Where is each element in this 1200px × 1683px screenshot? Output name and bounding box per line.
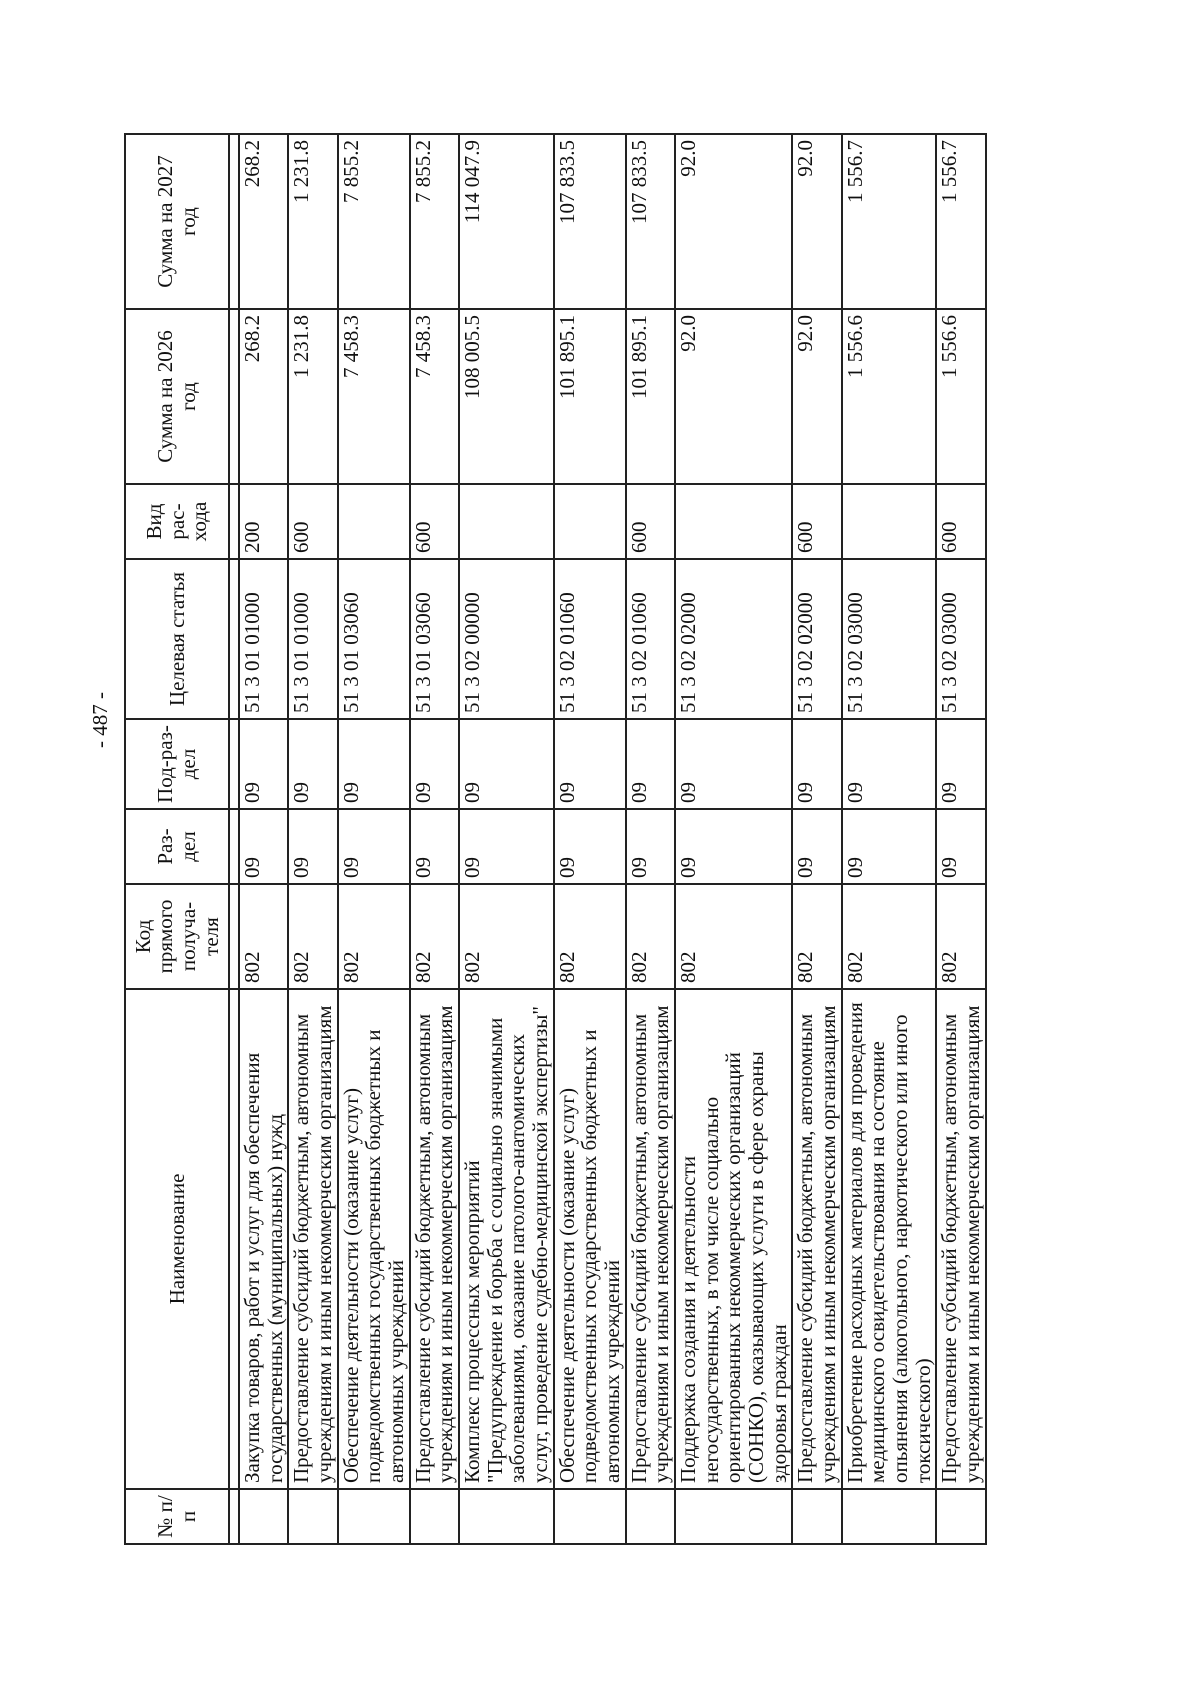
cell-podrazdel: 09 <box>626 719 675 809</box>
cell-sum2027: 92.0 <box>675 134 792 309</box>
cell-podrazdel: 09 <box>792 719 841 809</box>
cell-sum2027: 1 556.7 <box>842 134 937 309</box>
header-sum2027: Сумма на 2027 год <box>125 134 229 309</box>
cell-name: Закупка товаров, работ и услуг для обеспечения государственных (муниципальных) нужд <box>239 989 288 1489</box>
cell-sum2027: 7 855.2 <box>338 134 410 309</box>
header-podrazdel: Под-раз-дел <box>125 719 229 809</box>
cell-name: Комплекс процессных мероприятий "Предупреждение и борьба с социально значимыми заболеваниями, оказание патолого-анатомических услуг, проведение судебно-медицинской экспертизы" <box>459 989 554 1489</box>
cell-sum2027: 7 855.2 <box>410 134 459 309</box>
cell-sum2026: 7 458.3 <box>338 309 410 484</box>
cell-sum2026: 7 458.3 <box>410 309 459 484</box>
cell-name: Поддержка создания и деятельности негосударственных, в том числе социально ориентированных некоммерческих организаций (СОНКО), оказывающих услуги в сфере охраны здоровья граждан <box>675 989 792 1489</box>
cell-razdel: 09 <box>288 809 337 884</box>
cell-podrazdel: 09 <box>239 719 288 809</box>
cell-podrazdel: 09 <box>288 719 337 809</box>
cell-podrazdel: 09 <box>338 719 410 809</box>
cell-celevaya: 51 3 01 01000 <box>239 559 288 719</box>
cell-celevaya: 51 3 02 01060 <box>554 559 626 719</box>
cell-name: Приобретение расходных материалов для проведения медицинского освидетельствования на состояние опьянения (алкогольного, наркотического или иного токсического) <box>842 989 937 1489</box>
cell-name: Предоставление субсидий бюджетным, автономным учреждениям и иным некоммерческим организациям <box>410 989 459 1489</box>
cell-sum2027: 268.2 <box>239 134 288 309</box>
cell-razdel: 09 <box>936 809 985 884</box>
cell-vid: 600 <box>410 484 459 559</box>
header-code: Код прямого получа-теля <box>125 884 229 989</box>
header-name: Наименование <box>125 989 229 1489</box>
cell-code: 802 <box>338 884 410 989</box>
cell-name: Предоставление субсидий бюджетным, автономным учреждениям и иным некоммерческим организациям <box>288 989 337 1489</box>
cell-podrazdel: 09 <box>459 719 554 809</box>
cell-name: Предоставление субсидий бюджетным, автономным учреждениям и иным некоммерческим организациям <box>792 989 841 1489</box>
cell-vid: 200 <box>239 484 288 559</box>
cell-vid: 600 <box>936 484 985 559</box>
cell-celevaya: 51 3 01 01000 <box>288 559 337 719</box>
cell-podrazdel: 09 <box>936 719 985 809</box>
page-number: - 487 - <box>88 692 112 748</box>
cell-vid <box>842 484 937 559</box>
cell-razdel: 09 <box>554 809 626 884</box>
table-row <box>410 134 459 1544</box>
cell-no <box>842 1489 937 1544</box>
cell-sum2026: 92.0 <box>792 309 841 484</box>
cell-code: 802 <box>936 884 985 989</box>
cell-celevaya: 51 3 02 03000 <box>936 559 985 719</box>
cell-code: 802 <box>239 884 288 989</box>
table-header-row <box>125 134 229 1544</box>
cell-no <box>410 1489 459 1544</box>
cell-no <box>936 1489 985 1544</box>
cell-sum2026: 101 895.1 <box>626 309 675 484</box>
cell-sum2027: 92.0 <box>792 134 841 309</box>
cell-no <box>792 1489 841 1544</box>
cell-name: Предоставление субсидий бюджетным, автономным учреждениям и иным некоммерческим организациям <box>936 989 985 1489</box>
cell-razdel: 09 <box>792 809 841 884</box>
cell-celevaya: 51 3 02 01060 <box>626 559 675 719</box>
cell-code: 802 <box>554 884 626 989</box>
cell-no <box>239 1489 288 1544</box>
cell-sum2026: 1 556.6 <box>936 309 985 484</box>
header-razdel: Раз-дел <box>125 809 229 884</box>
cell-podrazdel: 09 <box>554 719 626 809</box>
table-row <box>338 134 410 1544</box>
rotated-table-wrapper <box>124 135 1159 1545</box>
cell-razdel: 09 <box>410 809 459 884</box>
cell-no <box>554 1489 626 1544</box>
cell-sum2026: 101 895.1 <box>554 309 626 484</box>
header-vid: Вид рас-хода <box>125 484 229 559</box>
cell-sum2026: 268.2 <box>239 309 288 484</box>
cell-sum2026: 108 005.5 <box>459 309 554 484</box>
cell-podrazdel: 09 <box>410 719 459 809</box>
cell-code: 802 <box>675 884 792 989</box>
cell-sum2026: 1 231.8 <box>288 309 337 484</box>
cell-code: 802 <box>792 884 841 989</box>
header-sum2026: Сумма на 2026 год <box>125 309 229 484</box>
table-row <box>842 134 937 1544</box>
cell-code: 802 <box>459 884 554 989</box>
cell-celevaya: 51 3 01 03060 <box>338 559 410 719</box>
cell-podrazdel: 09 <box>842 719 937 809</box>
cell-vid: 600 <box>288 484 337 559</box>
cell-code: 802 <box>626 884 675 989</box>
cell-vid <box>675 484 792 559</box>
cell-sum2026: 1 556.6 <box>842 309 937 484</box>
cell-celevaya: 51 3 02 02000 <box>792 559 841 719</box>
cell-podrazdel: 09 <box>675 719 792 809</box>
cell-name: Обеспечение деятельности (оказание услуг) подведомственных государственных бюджетных и автономных учреждений <box>554 989 626 1489</box>
cell-sum2027: 1 231.8 <box>288 134 337 309</box>
cell-celevaya: 51 3 01 03060 <box>410 559 459 719</box>
cell-name: Предоставление субсидий бюджетным, автономным учреждениям и иным некоммерческим организациям <box>626 989 675 1489</box>
table-row <box>554 134 626 1544</box>
table-row <box>792 134 841 1544</box>
cell-celevaya: 51 3 02 00000 <box>459 559 554 719</box>
cell-celevaya: 51 3 02 02000 <box>675 559 792 719</box>
cell-razdel: 09 <box>239 809 288 884</box>
header-celevaya: Целевая статья <box>125 559 229 719</box>
cell-no <box>459 1489 554 1544</box>
cell-sum2027: 114 047.9 <box>459 134 554 309</box>
cell-razdel: 09 <box>459 809 554 884</box>
cell-vid <box>338 484 410 559</box>
cell-celevaya: 51 3 02 03000 <box>842 559 937 719</box>
cell-code: 802 <box>842 884 937 989</box>
cell-vid <box>554 484 626 559</box>
cell-sum2027: 107 833.5 <box>626 134 675 309</box>
cell-razdel: 09 <box>842 809 937 884</box>
budget-table <box>124 133 987 1545</box>
table-body <box>239 134 986 1544</box>
cell-no <box>288 1489 337 1544</box>
cell-sum2027: 107 833.5 <box>554 134 626 309</box>
cell-razdel: 09 <box>338 809 410 884</box>
cell-vid: 600 <box>792 484 841 559</box>
cell-no <box>675 1489 792 1544</box>
cell-razdel: 09 <box>626 809 675 884</box>
table-row <box>288 134 337 1544</box>
table-row <box>936 134 985 1544</box>
cell-code: 802 <box>410 884 459 989</box>
cell-code: 802 <box>288 884 337 989</box>
cell-sum2027: 1 556.7 <box>936 134 985 309</box>
table-row <box>626 134 675 1544</box>
cell-name: Обеспечение деятельности (оказание услуг) подведомственных государственных бюджетных и автономных учреждений <box>338 989 410 1489</box>
cell-no <box>338 1489 410 1544</box>
cell-vid: 600 <box>626 484 675 559</box>
cell-razdel: 09 <box>675 809 792 884</box>
table-row <box>459 134 554 1544</box>
cell-no <box>626 1489 675 1544</box>
table-row <box>675 134 792 1544</box>
header-no: № п/п <box>125 1489 229 1544</box>
cell-vid <box>459 484 554 559</box>
table-row <box>239 134 288 1544</box>
cell-sum2026: 92.0 <box>675 309 792 484</box>
header-spacer-row <box>229 134 239 1544</box>
